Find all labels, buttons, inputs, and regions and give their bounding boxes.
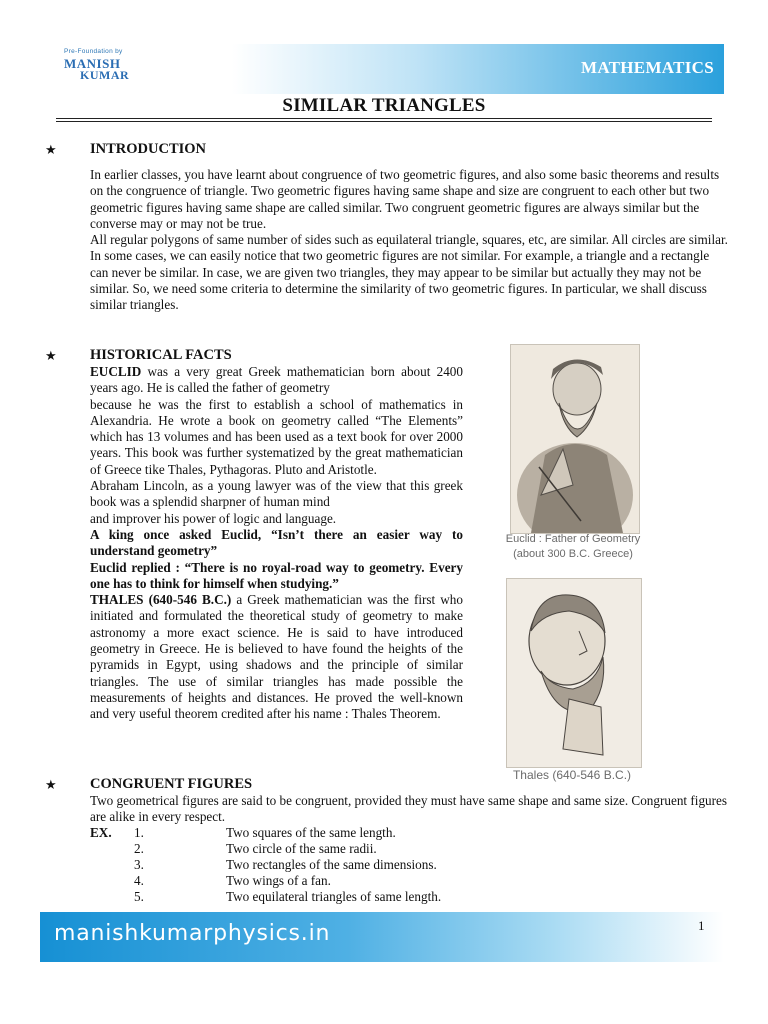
euclid-reply: Euclid replied : “There is no royal-road way to geometry. Every one has to think for himself when studying.” — [90, 559, 463, 591]
thales-name: THALES (640-546 B.C.) — [90, 592, 232, 608]
thales-text: a Greek mathematician was the first who initiated and formulated the theoretical study of geometry to make astronomy a more exact science. He is said to have introduced geometry in Greece. He is believed to have found the heights of the pyramids in Egypt, using shadows and the principle of similar triangles. The use of similar triangles has made possible the measurements of heights and distances. He proved the well-known and very useful theorem credited after his name : Thales Theorem. — [90, 592, 463, 722]
euclid-intro: was a very great Greek mathematician born about 2400 years ago. He is called the father of geometry — [90, 364, 463, 396]
star-bullet-icon: ★ — [45, 777, 57, 792]
king-quote: A king once asked Euclid, “Isn’t there an easier way to understand geometry” — [90, 526, 463, 559]
euclid-paragraph — [90, 364, 463, 397]
euclid-caption-date: (about 300 B.C. Greece) — [513, 548, 633, 560]
example-text: Two equilateral triangles of same length. — [226, 889, 442, 904]
thales-portrait — [506, 578, 642, 768]
example-number: 2. — [134, 841, 144, 856]
logo-name-first: MANISH — [64, 56, 121, 71]
star-bullet-icon: ★ — [45, 142, 57, 157]
euclid-portrait — [510, 344, 640, 534]
euclid-caption — [492, 532, 654, 562]
example-text: Two rectangles of the same dimensions. — [226, 857, 437, 872]
example-number: 3. — [134, 857, 144, 872]
footer-website: manishkumarphysics.in — [54, 921, 331, 946]
page-number: 1 — [698, 918, 705, 933]
publisher-logo — [54, 48, 174, 88]
thales-caption: Thales (640-546 B.C.) — [512, 768, 632, 782]
congruent-figures-text: Two geometrical figures are said to be congruent, provided they must have same shape and same size. Congruent figures are alike in every respect. — [90, 793, 728, 825]
thales-portrait-drawing — [507, 579, 641, 767]
title-rule-top — [56, 118, 712, 119]
thales-paragraph — [90, 592, 463, 722]
example-number: 1. — [134, 825, 144, 840]
introduction-paragraph: In some cases, we can easily notice that two geometric figures are not similar. For example, a triangle and a rectangle can never be similar. In case, we are given two triangles, they may appear to be similar but actually they may not be similar. So, we need some criteria to determine the similarity of two geometric figures. In particular, we shall discuss similar triangles. — [90, 248, 710, 313]
congruent-figures-heading: CONGRUENT FIGURES — [90, 776, 253, 792]
example-text: Two wings of a fan. — [226, 873, 331, 888]
example-text: Two squares of the same length. — [226, 825, 396, 840]
example-number: 4. — [134, 873, 144, 888]
euclid-name: EUCLID — [90, 364, 142, 379]
historical-facts-heading: HISTORICAL FACTS — [90, 347, 232, 363]
page-title: SIMILAR TRIANGLES — [282, 95, 486, 116]
euclid-paragraph-2: because he was the first to establish a school of mathematics in Alexandria. He wrote a book on geometry called “The Elements” which has 13 volumes and has been used as a text book for over 2000 years. This book was further systematized by the great mathematician of Greece tike Thales, Pythagoras. Pluto and Aristotle. — [90, 396, 463, 477]
lincoln-paragraph-2: and improver his power of logic and language. — [90, 510, 337, 526]
introduction-body — [90, 167, 728, 314]
subject-label: MATHEMATICS — [580, 58, 714, 77]
logo-name-last: KUMAR — [80, 68, 130, 82]
lincoln-paragraph: Abraham Lincoln, as a young lawyer was of the view that this greek book was a splendid sharpner of human mind — [90, 478, 463, 510]
introduction-heading: INTRODUCTION — [90, 141, 207, 157]
euclid-caption-title: Euclid : Father of Geometry — [505, 533, 641, 545]
euclid-portrait-drawing — [511, 345, 639, 533]
star-bullet-icon: ★ — [45, 348, 57, 363]
example-label: EX. — [90, 825, 112, 840]
logo-tagline: Pre-Foundation by — [64, 48, 123, 55]
example-number: 5. — [134, 889, 144, 904]
title-rule-bottom — [56, 121, 712, 122]
introduction-paragraph: In earlier classes, you have learnt about congruence of two geometric figures, and also some basic theorems and results on the congruence of triangle. Two geometric figures having same shape and size are congruent to each other but two geometric figures having same shape are called similar. Two congruent geometric figures are always similar but the converse may or may not be true. — [90, 167, 720, 231]
historical-facts-body — [90, 364, 463, 723]
example-text: Two circle of the same radii. — [226, 841, 377, 856]
introduction-paragraph: All regular polygons of same number of sides such as equilateral triangle, squares, etc, are similar. All circles are similar. — [90, 232, 728, 248]
